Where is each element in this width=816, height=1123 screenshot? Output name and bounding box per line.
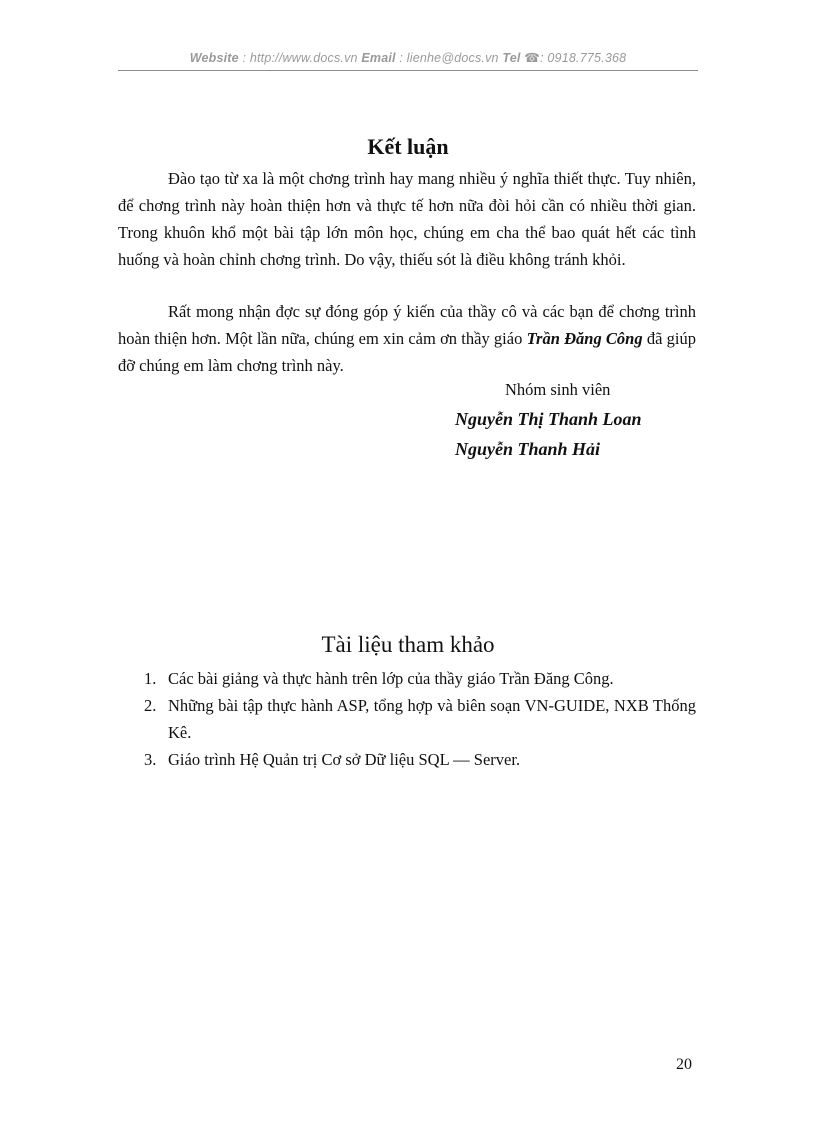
reference-number: 1. xyxy=(144,669,157,688)
reference-text: Các bài giảng và thực hành trên lớp của thầy giáo Trần Đăng Công. xyxy=(168,669,614,688)
page-header xyxy=(118,50,698,65)
reference-item xyxy=(118,746,696,773)
author-name: Nguyễn Thanh Hải xyxy=(455,439,601,459)
phone-icon: ☎ xyxy=(524,51,541,65)
reference-number: 2. xyxy=(144,696,157,715)
conclusion-paragraph-1: Đào tạo từ xa là một chơng trình hay mang nhiều ý nghĩa thiết thực. Tuy nhiên, để chơng trình này hoàn thiện hơn và thực tế hơn nữa đòi hỏi cần có nhiều thời gian. Trong khuôn khổ một bài tập lớn môn học, chúng em cha thể bao quát hết các tình huống và hoàn chỉnh chơng trình. Do vậy, thiếu sót là điều không tránh khỏi. xyxy=(118,169,696,269)
tel-label: Tel xyxy=(502,51,521,65)
conclusion-title: Kết luận xyxy=(367,134,449,159)
teacher-name: Trần Đăng Công xyxy=(526,329,643,348)
paragraph-2-end: đã giúp đỡ chúng em làm chơng trình này. xyxy=(118,329,696,375)
group-label: Nhóm sinh viên xyxy=(505,380,611,399)
paragraph-2-text: Rất mong nhận đợc sự đóng góp ý kiến của thầy cô và các bạn để chơng trình hoàn thiện hơn. Một lần nữa, chúng em xin cảm ơn thầy giáo xyxy=(118,302,696,348)
tel-value: : 0918.775.368 xyxy=(540,51,627,65)
references-list xyxy=(118,665,696,773)
header-divider xyxy=(118,70,698,71)
reference-item xyxy=(118,692,696,746)
page-number: 20 xyxy=(676,1056,692,1073)
reference-text: Những bài tập thực hành ASP, tổng hợp và biên soạn VN-GUIDE, NXB Thống Kê. xyxy=(168,696,696,742)
reference-number: 3. xyxy=(144,750,157,769)
reference-item xyxy=(118,665,696,692)
email-label: Email xyxy=(361,51,396,65)
author-name: Nguyễn Thị Thanh Loan xyxy=(455,409,642,429)
reference-text: Giáo trình Hệ Quản trị Cơ sở Dữ liệu SQL — Server. xyxy=(168,750,521,769)
conclusion-paragraph-2 xyxy=(118,298,696,379)
references-title: Tài liệu tham khảo xyxy=(321,632,495,657)
website-label: Website xyxy=(189,51,239,65)
email-value[interactable]: : lienhe@docs.vn xyxy=(399,51,499,65)
website-value[interactable]: : http://www.docs.vn xyxy=(242,51,358,65)
